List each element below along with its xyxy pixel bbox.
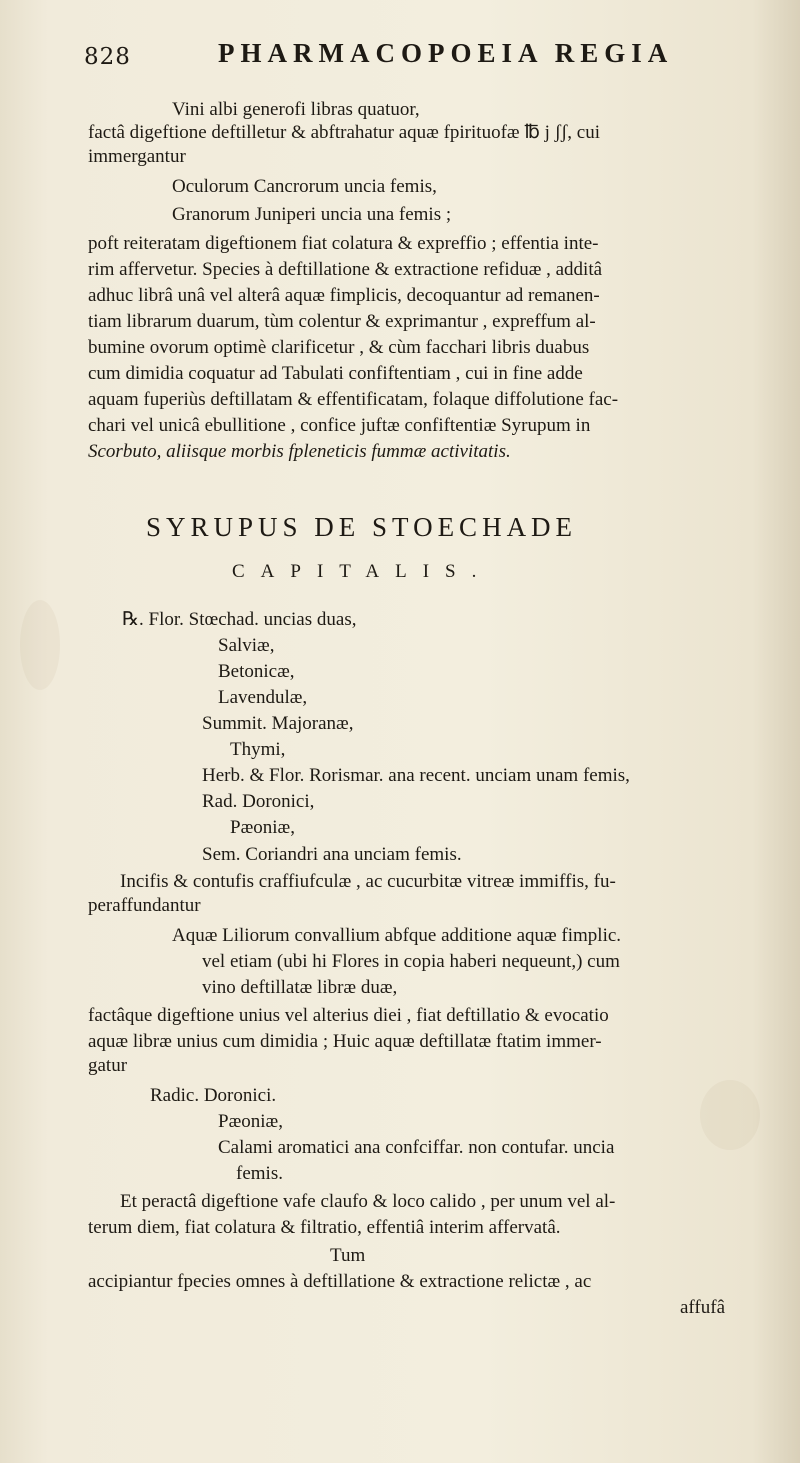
text-line: Lavendulæ,	[218, 687, 308, 708]
text-line: ℞. Flor. Stœchad. uncias duas,	[122, 609, 357, 630]
text-line: Rad. Doronici,	[202, 791, 315, 812]
text-line: femis.	[236, 1163, 283, 1184]
text-line: Pæoniæ,	[218, 1111, 283, 1132]
text-line: bumine ovorum optimè clarificetur , & cùm facchari libris duabus	[88, 337, 590, 358]
page-header	[78, 38, 740, 78]
text-line: Sem. Coriandri ana unciam femis.	[202, 844, 462, 865]
text-line: gatur	[88, 1055, 128, 1076]
catchword: affufâ	[680, 1297, 726, 1318]
text-line: cum dimidia coquatur ad Tabulati confiftentiam , cui in fine adde	[88, 363, 583, 384]
text-line: Betonicæ,	[218, 661, 295, 682]
paper-stain	[700, 1080, 760, 1150]
paper-stain	[20, 600, 60, 690]
text-line: rim affervetur. Species à deftillatione & extractione refiduæ , additâ	[88, 259, 603, 280]
text-line: accipiantur fpecies omnes à deftillatione & extractione relictæ , ac	[88, 1271, 592, 1292]
text-line: adhuc librâ unâ vel alterâ aquæ fimplicis, decoquantur ad remanen-	[88, 285, 600, 306]
text-line: Pæoniæ,	[230, 817, 295, 838]
text-line: Aquæ Liliorum convallium abfque additione aquæ fimplic.	[172, 925, 622, 946]
section-subtitle: CAPITALIS.	[232, 561, 493, 582]
text-line: Summit. Majoranæ,	[202, 713, 354, 734]
text-line: Et peractâ digeftione vafe claufo & loco calido , per unum vel al-	[120, 1191, 616, 1212]
text-line: vino deftillatæ libræ duæ,	[202, 977, 398, 998]
text-line: Tum	[330, 1245, 366, 1266]
text-line: tiam librarum duarum, tùm colentur & exprimantur , expreffum al-	[88, 311, 596, 332]
section-title: SYRUPUS DE STOECHADE	[146, 512, 578, 542]
text-line: immergantur	[88, 146, 186, 167]
text-line: Vini albi generofi libras quatuor,	[172, 99, 420, 120]
text-line: Calami aromatici ana confciffar. non contufar. uncia	[218, 1137, 615, 1158]
text-line: aquam fuperiùs deftillatam & effentificatam, folaque diffolutione fac-	[88, 389, 619, 410]
text-line: Granorum Juniperi uncia una femis ;	[172, 204, 452, 225]
text-line: Thymi,	[230, 739, 286, 760]
text-line: peraffundantur	[88, 895, 201, 916]
text-line: Incifis & contufis craffiufculæ , ac cucurbitæ vitreæ immiffis, fu-	[120, 871, 616, 892]
text-line: factâ digeftione deftilletur & abftrahatur aquæ fpirituofæ ℔ j ʃʃ, cui	[88, 122, 600, 143]
text-line: aquæ libræ unius cum dimidia ; Huic aquæ deftillatæ ftatim immer-	[88, 1031, 602, 1052]
text-line: factâque digeftione unius vel alterius diei , fiat deftillatio & evocatio	[88, 1005, 609, 1026]
text-line: Radic. Doronici.	[150, 1085, 277, 1106]
running-title: PHARMACOPOEIA REGIA	[218, 38, 674, 68]
text-line: Oculorum Cancrorum uncia femis,	[172, 176, 437, 197]
text-line: chari vel unicâ ebullitione , confice juftæ confiftentiæ Syrupum in	[88, 415, 591, 436]
text-line: Herb. & Flor. Rorismar. ana recent. unciam unam femis,	[202, 765, 630, 786]
text-line: Salviæ,	[218, 635, 275, 656]
text-line: terum diem, fiat colatura & filtratio, effentiâ interim affervatâ.	[88, 1217, 561, 1238]
text-line: vel etiam (ubi hi Flores in copia haberi nequeunt,) cum	[202, 951, 620, 972]
page-number: 828	[84, 44, 131, 70]
text-line: Scorbuto, aliisque morbis fpleneticis fummæ activitatis.	[88, 441, 511, 462]
text-line: poft reiteratam digeftionem fiat colatura & expreffio ; effentia inte-	[88, 233, 599, 254]
